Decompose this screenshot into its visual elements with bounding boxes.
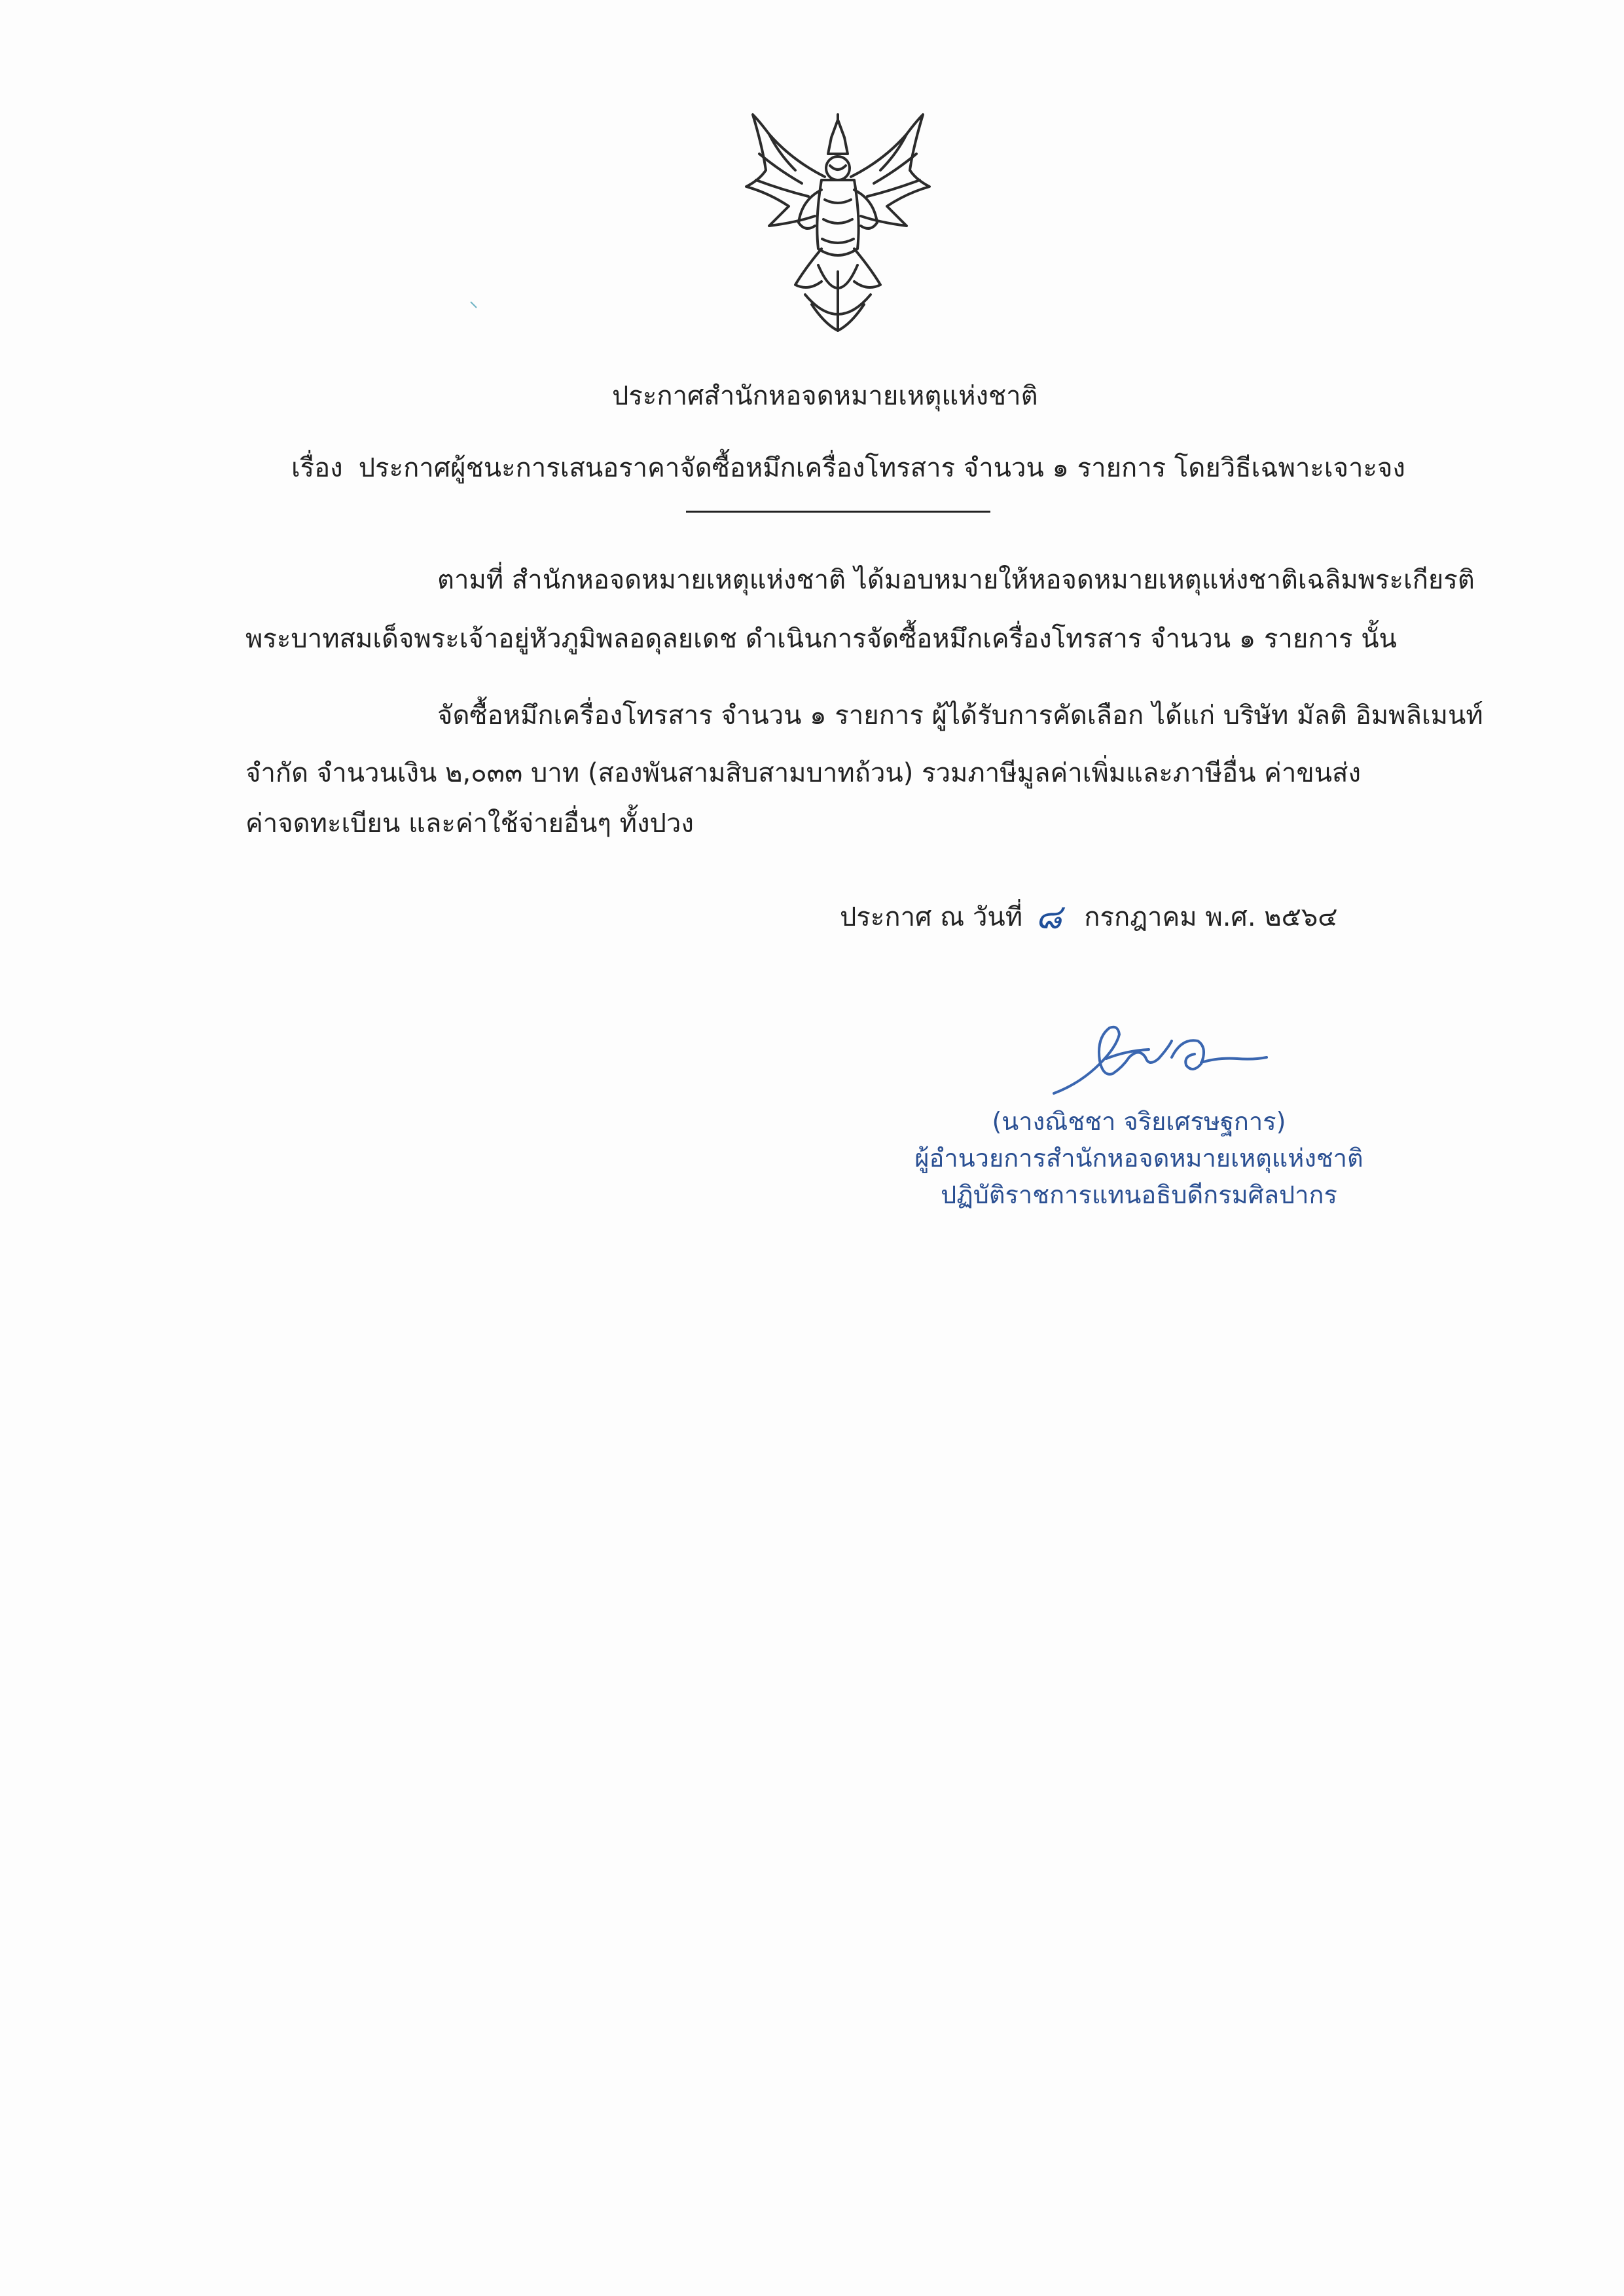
stray-mark-icon	[470, 301, 478, 309]
handwritten-signature-icon	[1041, 1011, 1290, 1103]
paragraph-1-line-1: ตามที่ สำนักหอจดหมายเหตุแห่งชาติ ได้มอบหมายให้หอจดหมายเหตุแห่งชาติเฉลิมพระเกียรติ	[437, 565, 1475, 595]
announcement-title: ประกาศสำนักหอจดหมายเหตุแห่งชาติ	[612, 381, 1038, 411]
subject-text: ประกาศผู้ชนะการเสนอราคาจัดซื้อหมึกเครื่องโทรสาร จำนวน ๑ รายการ โดยวิธีเฉพาะเจาะจง	[358, 453, 1405, 483]
signatory-name: (นางณิชชา จริยเศรษฐการ)	[992, 1107, 1286, 1136]
garuda-emblem-icon	[733, 108, 943, 337]
subject-label: เรื่อง	[291, 453, 343, 483]
paragraph-2-line-2: จำกัด จำนวนเงิน ๒,๐๓๓ บาท (สองพันสามสิบสามบาทถ้วน) รวมภาษีมูลค่าเพิ่มและภาษีอื่น ค่าขนส่ง	[245, 758, 1362, 788]
signatory-block	[890, 1103, 1388, 1213]
signatory-acting-for: ปฏิบัติราชการแทนอธิบดีกรมศิลปากร	[941, 1180, 1337, 1209]
title-divider	[686, 511, 990, 513]
date-month-year: กรกฎาคม พ.ศ. ๒๕๖๔	[1084, 902, 1338, 932]
date-day-handwritten: ๘	[1036, 898, 1062, 937]
subject-line	[291, 450, 1405, 486]
paragraph-2-line-3: ค่าจดทะเบียน และค่าใช้จ่ายอื่นๆ ทั้งปวง	[245, 809, 694, 839]
paragraph-2-line-1: จัดซื้อหมึกเครื่องโทรสาร จำนวน ๑ รายการ ผู้ได้รับการคัดเลือก ได้แก่ บริษัท มัลติ อิมพลิเมนท์	[437, 701, 1483, 731]
announcement-date	[840, 899, 1338, 936]
signatory-position: ผู้อำนวยการสำนักหอจดหมายเหตุแห่งชาติ	[914, 1144, 1363, 1173]
date-prefix: ประกาศ ณ วันที่	[840, 902, 1023, 932]
paragraph-1-line-2: พระบาทสมเด็จพระเจ้าอยู่หัวภูมิพลอดุลยเดช ดำเนินการจัดซื้อหมึกเครื่องโทรสาร จำนวน ๑ รายการ นั้น	[245, 624, 1397, 654]
